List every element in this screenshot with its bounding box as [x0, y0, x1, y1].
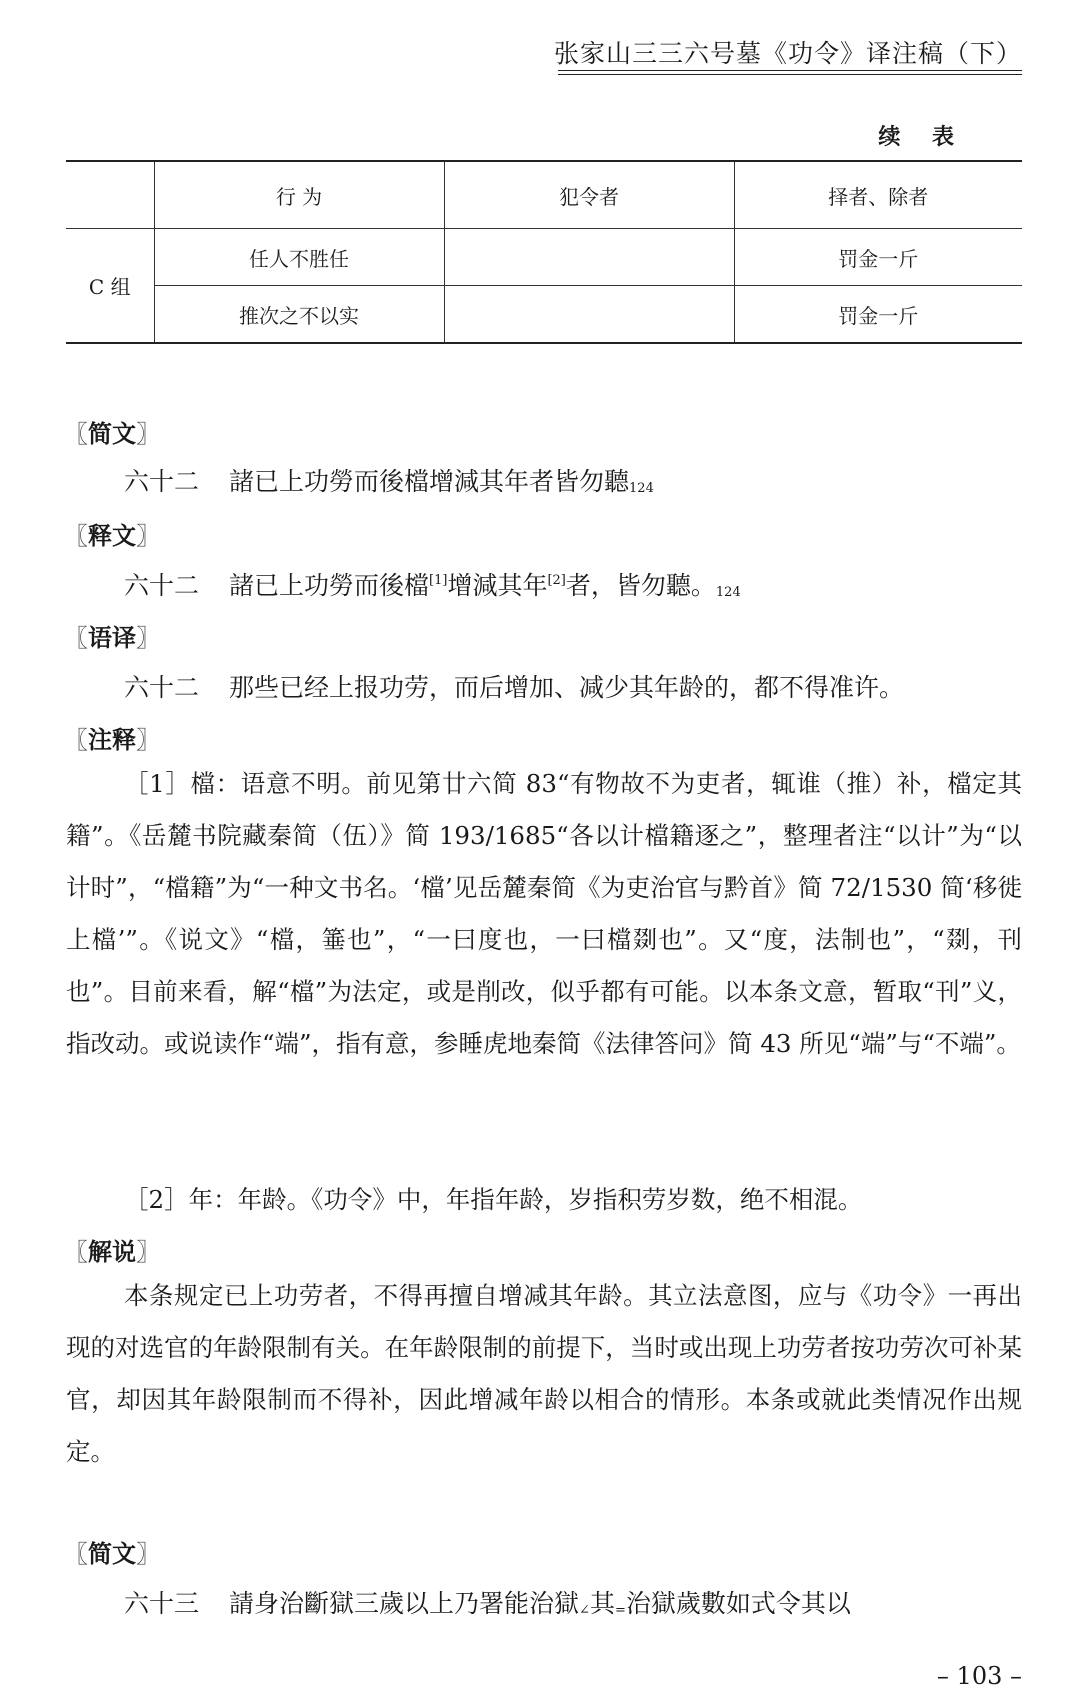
section-label-yuyi: 〖语译〗 — [64, 624, 160, 652]
jieshuo-paragraph: 本条规定已上功劳者，不得再擅自增减其年龄。其立法意图，应与《功令》一再出现的对选官的年龄限制有关。在年龄限制的前提下，当时或出现上功劳者按功劳次可补某官，却因其年龄限制而不得补，因此增减年龄以相合的情形。本条或就此类情况作出规定。 — [66, 1281, 1022, 1466]
slip-index: 124 — [629, 481, 654, 496]
note-ref-2: [2] — [547, 573, 566, 588]
slip-number: 六十二 — [124, 467, 200, 496]
table-row — [66, 286, 1022, 344]
table-cell-selector: 罚金一斤 — [734, 229, 1022, 286]
continuation-table — [66, 160, 1022, 344]
table-cell-offender — [444, 286, 734, 344]
note-2: ［2］年：年龄。《功令》中，年指年龄，岁指积劳岁数，绝不相混。 — [124, 1185, 863, 1214]
table-header-act: 行 为 — [154, 161, 444, 229]
table-cell-selector: 罚金一斤 — [734, 286, 1022, 344]
section-label-jianwen: 〖简文〗 — [64, 420, 160, 448]
note-ref-1: [1] — [429, 573, 448, 588]
note-1: ［1］檔：语意不明。前见第廿六简 83“有物故不为吏者，辄谁（推）补，檔定其籍”。《岳麓书院藏秦简（伍）》简 193/1685“各以计檔籍逐之”，整理者注“以计”为“以计时”，“檔籍”为“一种文书名。‘檔’见岳麓秦简《为吏治官与黔首》简 72/1530 简‘移徙上檔’”。《说文》“檔，箠也”，“一曰度也，一曰檔剟也”。又“度，法制也”，“剟，刊也”。目前来看，解“檔”为法定，或是削改，似乎都有可能。以本条文意，暂取“刊”义，指改动。或说读作“端”，指有意，参睡虎地秦简《法律答问》简 43 所见“端”与“不端”。 — [66, 769, 1022, 1058]
table-caption: 续 表 — [878, 125, 966, 150]
running-header: 张家山三三六号墓《功令》译注稿（下） — [553, 39, 1022, 68]
table-cell-act: 推次之不以实 — [154, 286, 444, 344]
yuyi-line: 六十二 那些已经上报功劳，而后增加、减少其年龄的，都不得准许。 — [124, 673, 905, 702]
page-number: – 103 – — [936, 1662, 1022, 1690]
header-rule-thin — [558, 74, 1022, 75]
table-header-offender: 犯令者 — [444, 161, 734, 229]
section-label-jieshuo: 〖解说〗 — [64, 1238, 160, 1266]
table-header-corner — [66, 161, 154, 229]
table-cell-offender — [444, 229, 734, 286]
slip-text: 諸已上功勞而後檔增減其年者皆勿聽 — [229, 467, 630, 496]
jianwen-line — [124, 462, 654, 498]
header-rule — [558, 70, 1022, 71]
section-label-jianwen-2: 〖简文〗 — [64, 1540, 160, 1568]
jianwen-line-2: 六十三 請身治斷獄三歲以上乃署能治獄∠其=治獄歲數如式令其以 — [124, 1589, 851, 1618]
table-header-selector: 择者、除者 — [734, 161, 1022, 229]
section-label-zhushi: 〖注释〗 — [64, 726, 160, 754]
table-row — [66, 229, 1022, 286]
table-group-cell: C 组 — [66, 229, 154, 344]
table-header-row — [66, 161, 1022, 229]
table-cell-act: 任人不胜任 — [154, 229, 444, 286]
shiwen-line: 六十二 諸已上功勞而後檔[1]增減其年[2]者，皆勿聽。124 — [124, 571, 741, 600]
section-label-shiwen: 〖释文〗 — [64, 522, 160, 550]
